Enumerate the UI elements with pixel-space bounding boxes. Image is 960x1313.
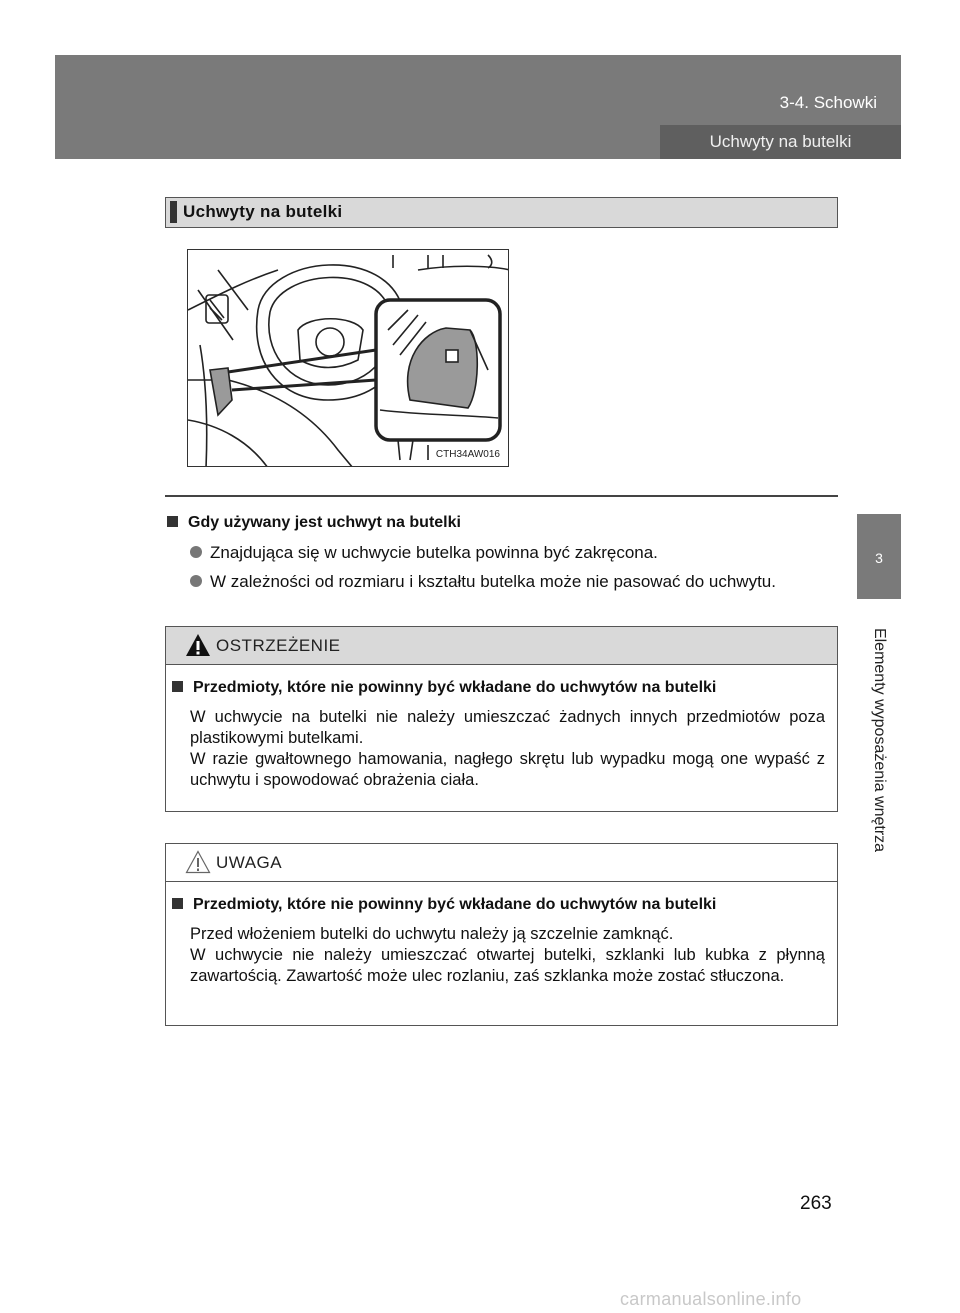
warning-paragraph: W uchwycie na butelki nie należy umieszczać żadnych innych przedmiotów poza plastikowymi butelkami. xyxy=(190,708,825,747)
section-divider xyxy=(165,495,838,497)
notice-paragraph: Przed włożeniem butelki do uchwytu należy ją szczelnie zamknąć. xyxy=(190,925,674,943)
warning-triangle-icon xyxy=(185,633,211,657)
warning-label: OSTRZEŻENIE xyxy=(216,636,341,655)
header-band xyxy=(55,55,901,159)
chapter-side-label: Elementy wyposażenia wnętrza xyxy=(871,627,888,853)
warning-paragraph: W razie gwałtownego hamowania, nagłego skrętu lub wypadku mogą one wypaść z uchwytu i spowodować obrażenia ciała. xyxy=(190,750,825,789)
notice-item xyxy=(172,896,716,914)
bottle-holder-illustration xyxy=(187,249,509,467)
usage-heading xyxy=(167,514,461,532)
warning-text xyxy=(190,707,825,791)
page-number: 263 xyxy=(800,1193,832,1214)
chapter-tab xyxy=(857,514,901,599)
warning-item-text: Przedmioty, które nie powinny być wkładane do uchwytów na butelki xyxy=(193,679,717,696)
list-item-text: Znajdująca się w uchwycie butelka powinna być zakręcona. xyxy=(210,543,658,562)
warning-box xyxy=(165,626,838,812)
notice-box xyxy=(165,843,838,1026)
notice-item-text: Przedmioty, które nie powinny być wkładane do uchwytów na butelki xyxy=(193,896,717,913)
notice-header xyxy=(166,844,837,882)
watermark: carmanualsonline.info xyxy=(620,1289,802,1309)
square-bullet-icon xyxy=(172,898,183,909)
caution-triangle-icon xyxy=(185,850,211,874)
dashboard-drawing xyxy=(188,250,509,467)
list-item xyxy=(190,543,658,563)
square-bullet-icon xyxy=(172,681,183,692)
square-bullet-icon xyxy=(167,516,178,527)
circle-bullet-icon xyxy=(190,575,202,587)
section-title: Uchwyty na butelki xyxy=(660,125,901,159)
notice-paragraph: W uchwycie nie należy umieszczać otwartej butelki, szklanki lub kubka z płynną zawartością. Zawartość może ulec rozlaniu, zaś szklanka może zostać stłuczona. xyxy=(190,946,825,985)
chapter-number: 3 xyxy=(875,550,883,566)
figure-code: CTH34AW016 xyxy=(435,449,500,460)
section-heading: Uchwyty na butelki xyxy=(183,202,343,221)
notice-label: UWAGA xyxy=(216,853,283,872)
list-item xyxy=(190,572,776,592)
chapter-title: 3-4. Schowki xyxy=(779,93,877,112)
circle-bullet-icon xyxy=(190,546,202,558)
heading-marker xyxy=(170,201,177,223)
warning-item xyxy=(172,679,716,697)
section-heading-box xyxy=(165,197,838,228)
usage-heading-text: Gdy używany jest uchwyt na butelki xyxy=(188,514,461,531)
notice-text xyxy=(190,924,825,987)
list-item-text: W zależności od rozmiaru i kształtu butelka może nie pasować do uchwytu. xyxy=(210,572,776,591)
warning-header xyxy=(166,627,837,665)
